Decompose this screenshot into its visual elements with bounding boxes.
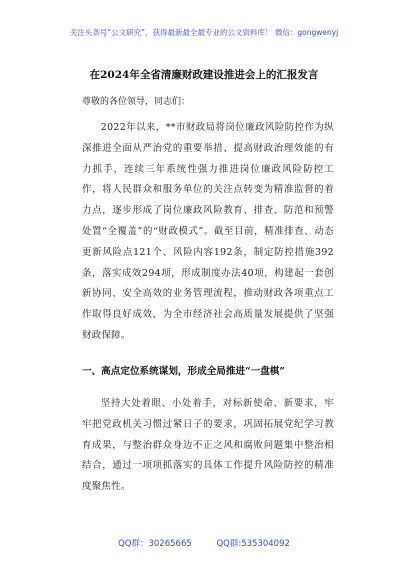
body-paragraph-2: 坚持大处着眼、小处着手，对标新使命、新要求，牢牢把党政机关习惯过紧日子的要求，巩固拓展党纪学习教育成果，与整治群众身边不正之风和腐败问题集中整治相结合，通过一项项抓落实的具体工作提升风险防控的精准度聚焦性。: [82, 398, 334, 493]
header-promo-note: 关注头条号“公文研究”，获得最新最全最专业的公文资料库！ 微信：gongwenyj: [69, 28, 339, 37]
salutation: 尊敬的各位领导，同志们：: [82, 97, 191, 107]
document-title: 在2024年全省清廉财政建设推进会上的汇报发言: [89, 69, 319, 81]
footer-qq-group-2: QQ群:535304092: [216, 539, 290, 549]
footer-qq-group-1: QQ群：30265665: [118, 539, 192, 549]
footer-qq-groups: [0, 538, 408, 550]
section-heading-1: 一、高点定位系统谋划，形成全局推进“一盘棋”: [82, 366, 285, 377]
body-paragraph-1: 2022年以来，**市财政局将岗位廉政风险防控作为纵深推进全面从严治党的重要举措、提高财政治理效能的有力抓手，连续三年系统性强力推进岗位廉政风险防控工作，将人民群众和服务单位的关注点转变为精准监督的着力点，逐步形成了岗位廉政风险教育、排查、防范和预警处置“全覆盖”的“财政模式”。截至目前，精准排查、动态更新风险点121个、风险内容192条，制定防控措施392条，落实成效294项，形成制度办法40项，构建起一套创新协同、安全高效的业务管理流程，推动财政各项重点工作取得良好成效，为全市经济社会高质量发展提供了坚强财政保障。: [82, 122, 334, 341]
